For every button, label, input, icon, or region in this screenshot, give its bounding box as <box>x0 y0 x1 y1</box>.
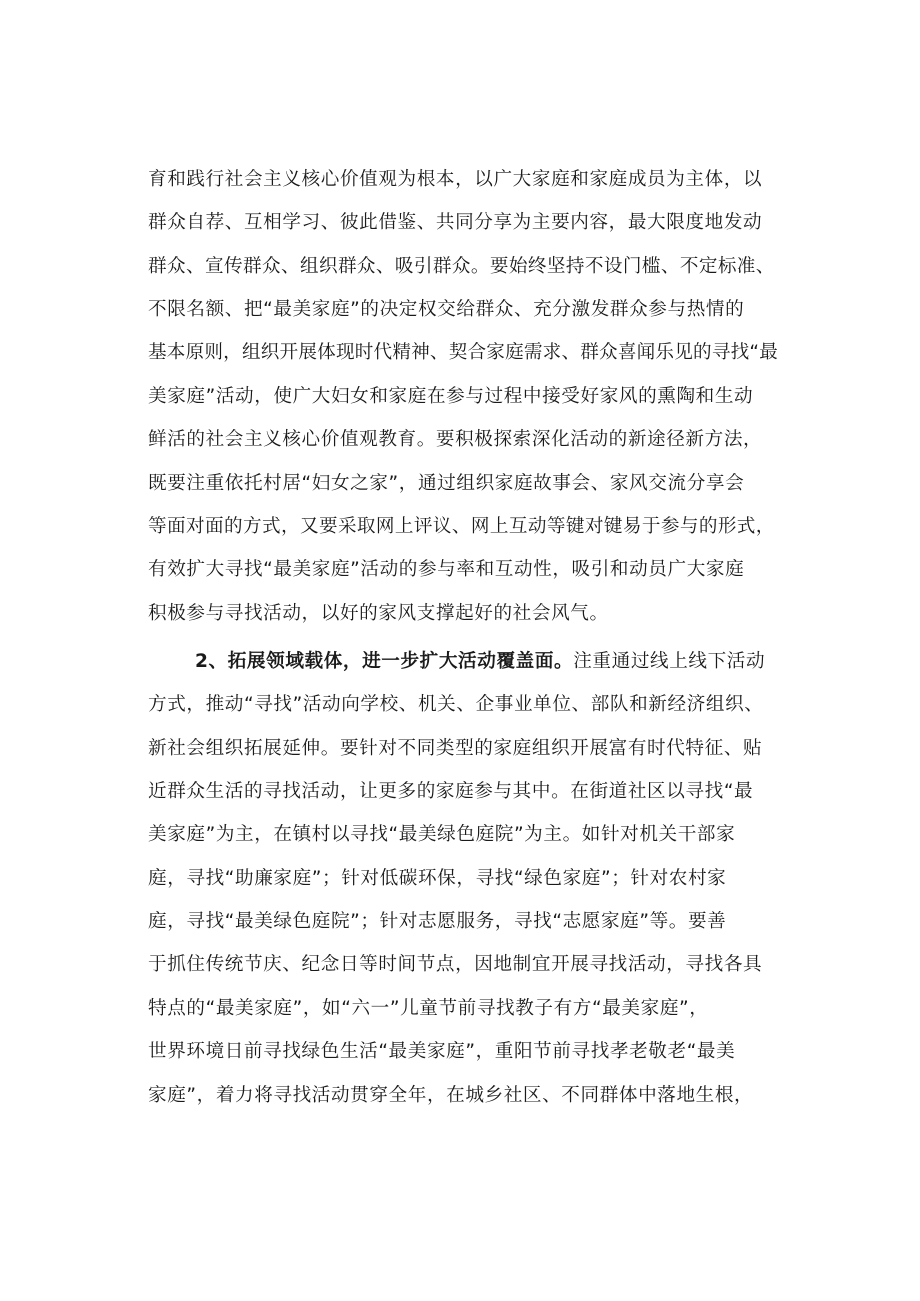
body-text-line: 群众、宣传群众、组织群众、吸引群众。要始终坚持不设门槛、不定标准、 <box>148 256 775 277</box>
body-text-line: 世界环境日前寻找绿色生活“最美家庭”，重阳节前寻找孝老敬老“最美 <box>148 1041 736 1062</box>
body-text-line: 新社会组织拓展延伸。要针对不同类型的家庭组织开展富有时代特征、贴 <box>148 738 763 759</box>
body-text-line: 基本原则，组织开展体现时代精神、契合家庭需求、群众喜闻乐见的寻找“最 <box>148 342 779 363</box>
body-text-line: 不限名额、把“最美家庭”的决定权交给群众、充分激发群众参与热情的 <box>148 299 745 320</box>
body-text-line: 等面对面的方式，又要采取网上评议、网上互动等键对键易于参与的形式， <box>148 516 775 537</box>
section-2-first-line-text: 注重通过线上线下活动 <box>573 651 766 672</box>
body-text-line: 群众自荐、互相学习、彼此借鉴、共同分享为主要内容，最大限度地发动 <box>148 212 763 233</box>
body-text-line: 积极参与寻找活动，以好的家风支撑起好的社会风气。 <box>148 603 609 624</box>
body-text-line: 育和践行社会主义核心价值观为根本，以广大家庭和家庭成员为主体，以 <box>148 169 763 190</box>
body-text-line: 特点的“最美家庭”，如“六一”儿童节前寻找教子有方“最美家庭”， <box>148 998 709 1019</box>
body-text-line: 家庭”，着力将寻找活动贯穿全年，在城乡社区、不同群体中落地生根， <box>148 1085 754 1106</box>
body-text-line: 美家庭”为主，在镇村以寻找“最美绿色庭院”为主。如针对机关干部家 <box>148 824 736 845</box>
body-text-line: 近群众生活的寻找活动，让更多的家庭参与其中。在街道社区以寻找“最 <box>148 781 754 802</box>
body-text-line: 庭，寻找“最美绿色庭院”；针对志愿服务，寻找“志愿家庭”等。要善 <box>148 911 727 932</box>
body-text-line: 庭，寻找“助廉家庭”；针对低碳环保，寻找“绿色家庭”；针对农村家 <box>148 868 727 889</box>
body-text-line: 既要注重依托村居“妇女之家”，通过组织家庭故事会、家风交流分享会 <box>148 473 745 494</box>
body-text-line: 美家庭”活动，使广大妇女和家庭在参与过程中接受好家风的熏陶和生动 <box>148 386 754 407</box>
body-text-line: 方式，推动“寻找”活动向学校、机关、企事业单位、部队和新经济组织、 <box>148 694 764 715</box>
body-text-line: 鲜活的社会主义核心价值观教育。要积极探索深化活动的新途径新方法， <box>148 429 763 450</box>
section-2-first-line <box>195 650 765 674</box>
section-2-heading: 2、拓展领域载体，进一步扩大活动覆盖面。 <box>195 651 574 672</box>
body-text-line: 于抓住传统节庆、纪念日等时间节点，因地制宜开展寻找活动，寻找各具 <box>148 954 763 975</box>
body-text-line: 有效扩大寻找“最美家庭”活动的参与率和互动性，吸引和动员广大家庭 <box>148 559 745 580</box>
